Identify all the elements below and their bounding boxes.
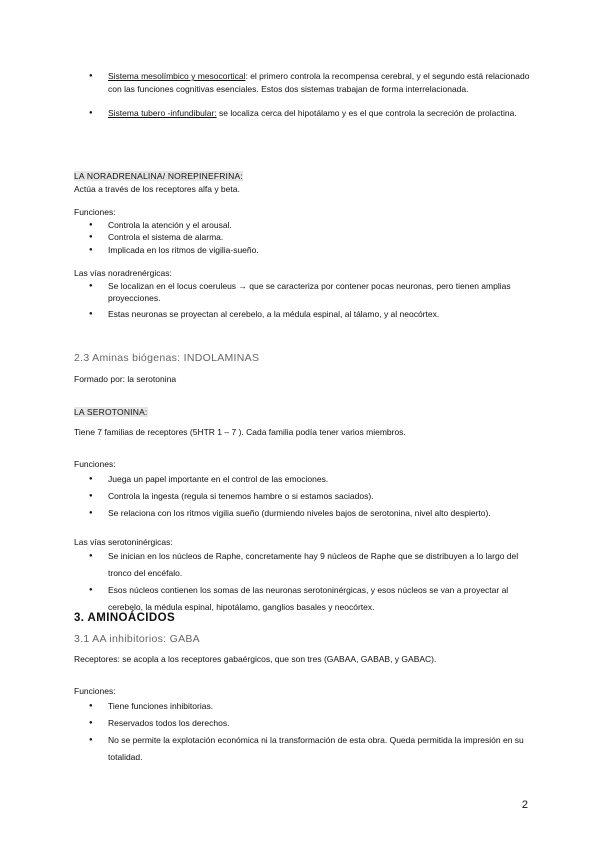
paragraph: Receptores: se acopla a los receptores gabaérgicos, que son tres (GABAA, GABAB, y GABAC). bbox=[74, 653, 437, 664]
list-item: ● Se inician en los núcleos de Raphe, concretamente hay 9 núcleos de Raphe que se distribuyen a lo largo del tronco del encéfalo. bbox=[74, 548, 540, 582]
text: : el primero controla la recompensa cerebral, y el segundo está relacionado con las funciones cognitivas esenciales. Estos dos sistemas trabajan de forma interrelacionada. bbox=[108, 71, 530, 94]
list-item bbox=[74, 70, 540, 95]
functions-label: Funciones: bbox=[74, 459, 116, 469]
section-heading: LA SEROTONINA: bbox=[74, 407, 148, 417]
list-item: ● Juega un papel importante en el control de las emociones. bbox=[74, 471, 540, 488]
list-item: ● Controla el sistema de alarma. bbox=[74, 231, 540, 244]
list-item: ● Se relaciona con los ritmos vigilia sueño (durmiendo niveles bajos de serotonina, nivel alto despierto). bbox=[74, 505, 540, 522]
paragraph: Formado por: la serotonina bbox=[74, 373, 177, 384]
functions-label: Funciones: bbox=[74, 207, 116, 217]
paragraph: Actúa a través de los receptores alfa y beta. bbox=[74, 183, 240, 194]
serotonina-section bbox=[74, 406, 540, 616]
intro-section bbox=[74, 70, 540, 120]
list-item: ● Se localizan en el locus coeruleus → que se caracteriza por contener pocas neuronas, pero tienen amplias proyecciones. bbox=[74, 280, 540, 305]
term: Sistema tubero -infundibular: bbox=[108, 108, 217, 118]
section-heading: 3. AMINOÁCIDOS bbox=[74, 612, 176, 624]
list-item: ● Controla la atención y el arousal. bbox=[74, 219, 540, 232]
gaba-section bbox=[74, 633, 540, 766]
list-item: ● Controla la ingesta (regula si tenemos hambre o si estamos saciados). bbox=[74, 488, 540, 505]
vias-label: Las vías noradrenérgicas: bbox=[74, 268, 172, 278]
section-heading: 2.3 Aminas biógenas: INDOLAMINAS bbox=[74, 352, 260, 364]
list-item: ● Reservados todos los derechos. bbox=[74, 715, 540, 732]
noradrenalina-section bbox=[74, 170, 540, 320]
indolaminas-section bbox=[74, 352, 540, 385]
section-heading: 3.1 AA inhibitorios: GABA bbox=[74, 633, 200, 645]
term: Sistema mesolímbico y mesocortical bbox=[108, 71, 246, 81]
text: se localiza cerca del hipotálamo y es el que controla la secreción de prolactina. bbox=[216, 108, 517, 118]
list-item: ● Esos núcleos contienen los somas de las neuronas serotoninérgicas, y esos núcleos se van a proyectar al cerebelo, la médula espinal, hipotálamo, ganglios basales y neocórtex. bbox=[74, 582, 540, 616]
section-heading: LA NORADRENALINA/ NOREPINEFRINA: bbox=[74, 171, 243, 181]
functions-label: Funciones: bbox=[74, 686, 116, 696]
list-item: ● Estas neuronas se proyectan al cerebelo, a la médula espinal, al tálamo, y al neocórtex. bbox=[74, 308, 540, 321]
page-number: 2 bbox=[521, 799, 528, 811]
paragraph: Tiene 7 familias de receptores (5HTR 1 – 7 ). Cada familia podía tener varios miembros. bbox=[74, 426, 406, 437]
list-item bbox=[74, 107, 540, 120]
list-item: ● No se permite la explotación económica ni la transformación de esta obra. Queda permitida la impresión en su totalidad. bbox=[74, 732, 540, 766]
aminoacidos-section bbox=[74, 612, 540, 625]
list-item: ● Tiene funciones inhibitorias. bbox=[74, 698, 540, 715]
list-item: ● Implicada en los ritmos de vigilia-sueño. bbox=[74, 244, 540, 257]
vias-label: Las vías serotoninérgicas: bbox=[74, 536, 173, 547]
